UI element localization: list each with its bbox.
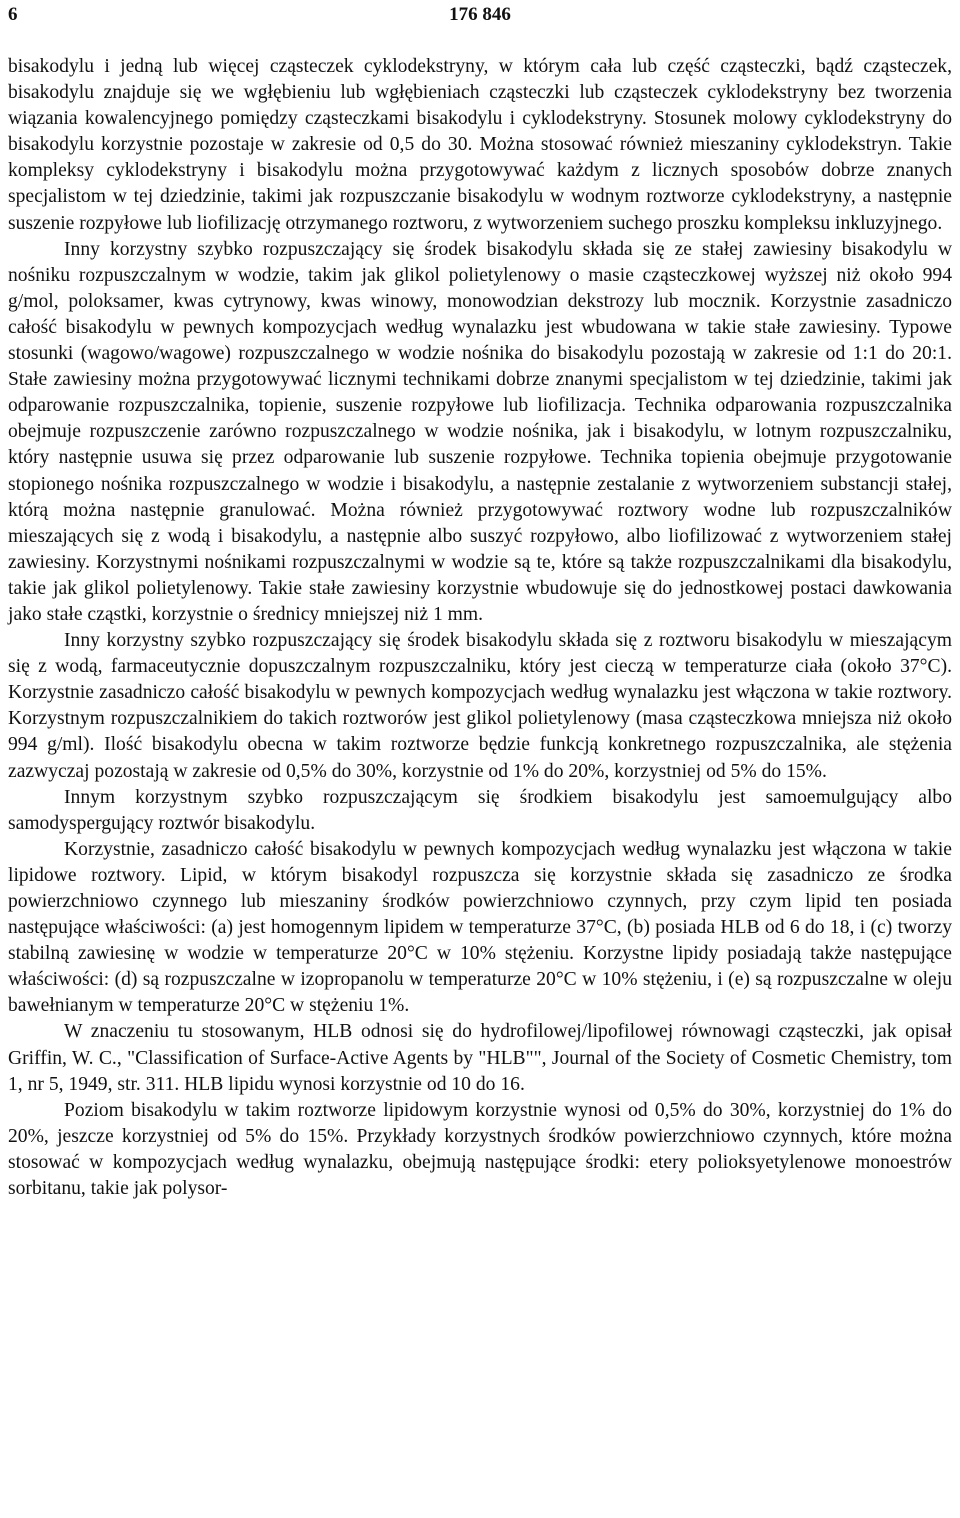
paragraph-5: Korzystnie, zasadniczo całość bisakodylu w pewnych kompozycjach według wynalazku jest włączona w takie lipidowe roztwory. Lipid, w którym bisakodyl rozpuszcza się korzystnie składa się zasadniczo ze środka powierzchniowo czynnego lub mieszaniny środków powierzchniowo czynnych, przy czym lipid ten posiada następujące właściwości: (a) jest homogennym lipidem w temperaturze 37°C, (b) posiada HLB od 6 do 18, i (c) tworzy stabilną zawiesinę w wodzie w temperaturze 20°C w 10% stężeniu. Korzystne lipidy posiadają także następujące właściwości: (d) są rozpuszczalne w izopropanolu w temperaturze 20°C w 10% stężeniu, i (e) są rozpuszczalne w oleju bawełnianym w temperaturze 20°C w stężeniu 1%. [8,838,952,1017]
page-number: 6 [8,4,18,25]
body-text [8,54,952,1202]
paragraph-4: Innym korzystnym szybko rozpuszczającym się środkiem bisakodylu jest samoemulgujący albo samodyspergujący roztwór bisakodylu. [8,786,952,834]
paragraph-1: bisakodylu i jedną lub więcej cząsteczek cyklodekstryny, w którym cała lub część cząsteczki, bądź cząsteczek, bisakodylu znajduje się we wgłębieniu lub wgłębieniach cząsteczki lub cząsteczek cyklodekstryny bez tworzenia wiązania kowalencyjnego pomiędzy cząsteczkami bisakodylu i cyklodekstryny. Stosunek molowy cyklodekstryny do bisakodylu korzystnie pozostaje w zakresie od 0,5 do 30. Można stosować również mieszaniny cyklodekstryn. Takie kompleksy cyklodekstryny i bisakodylu można przygotowywać każdym z licznych sposobów dobrze znanych specjalistom w tej dziedzinie, takimi jak rozpuszczanie bisakodylu w wodnym roztworze cyklodekstryny, a następnie suszenie rozpyłowe lub liofilizację otrzymanego roztworu, z wytworzeniem suchego proszku kompleksu inkluzyjnego. [8,56,952,234]
patent-number: 176 846 [449,4,511,25]
page-header [8,0,952,34]
paragraph-7: Poziom bisakodylu w takim roztworze lipidowym korzystnie wynosi od 0,5% do 30%, korzystniej do 1% do 20%, jeszcze korzystniej od 5% do 15%. Przykłady korzystnych środków powierzchniowo czynnych, które można stosować w kompozycjach według wynalazku, obejmują następujące środki: etery polioksyetylenowe monoestrów sorbitanu, takie jak polysor- [8,1099,952,1200]
paragraph-6: W znaczeniu tu stosowanym, HLB odnosi się do hydrofilowej/lipofilowej równowagi cząsteczki, jak opisał Griffin, W. C., "Classification of Surface-Active Agents by "HLB"", Journal of the Society of Cosmetic Chemistry, tom 1, nr 5, 1949, str. 311. HLB lipidu wynosi korzystnie od 10 do 16. [8,1021,952,1095]
paragraph-2: Inny korzystny szybko rozpuszczający się środek bisakodylu składa się ze stałej zawiesiny bisakodylu w nośniku rozpuszczalnym w wodzie, takim jak glikol polietylenowy o masie cząsteczkowej wyższej niż około 994 g/mol, poloksamer, kwas cytrynowy, kwas winowy, monowodzian dekstrozy lub mocznik. Korzystnie zasadniczo całość bisakodylu w pewnych kompozycjach według wynalazku jest wbudowana w takie stałe zawiesiny. Typowe stosunki (wagowo/wagowe) rozpuszczalnego w wodzie nośnika do bisakodylu pozostają w zakresie od 1:1 do 20:1. Stałe zawiesiny można przygotowywać licznymi technikami dobrze znanymi specjalistom w tej dziedzinie, takimi jak odparowanie rozpuszczalnika, topienie, suszenie rozpyłowe lub liofilizacja. Technika odparowania rozpuszczalnika obejmuje rozpuszczenie zarówno rozpuszczalnego w wodzie nośnika, jak i bisakodylu, w lotnym rozpuszczalniku, który następnie usuwa się przez odparowanie lub suszenie rozpyłowe. Technika topienia obejmuje przygotowanie stopionego nośnika rozpuszczalnego w wodzie i bisakodylu, a następnie zestalanie z wytworzeniem substancji stałej, którą można następnie granulować. Można również przygotowywać roztwory wodne lub rozpuszczalników mieszających się z wodą i bisakodylu, a następnie albo suszyć rozpyłowo, albo liofilizować z wytworzeniem stałej zawiesiny. Korzystnymi nośnikami rozpuszczalnymi w wodzie są te, które są także rozpuszczalnikami dla bisakodylu, takie jak glikol polietylenowy. Takie stałe zawiesiny korzystnie wbudowuje się do jednostkowej postaci dawkowania jako stałe cząstki, korzystnie o średnicy mniejszej niż 1 mm. [8,238,952,625]
paragraph-3: Inny korzystny szybko rozpuszczający się środek bisakodylu składa się z roztworu bisakodylu w mieszającym się z wodą, farmaceutycznie dopuszczalnym rozpuszczalniku, który jest cieczą w temperaturze ciała (około 37°C). Korzystnie zasadniczo całość bisakodylu w pewnych kompozycjach według wynalazku jest włączona w takie roztwory. Korzystnym rozpuszczalnikiem do takich roztworów jest glikol polietylenowy (masa cząsteczkowa mniejsza niż około 994 g/ml). Ilość bisakodylu obecna w takim roztworze będzie funkcją konkretnego rozpuszczalnika, ale stężenia zazwyczaj pozostają w zakresie od 0,5% do 30%, korzystnie od 1% do 20%, korzystniej od 5% do 15%. [8,630,952,782]
